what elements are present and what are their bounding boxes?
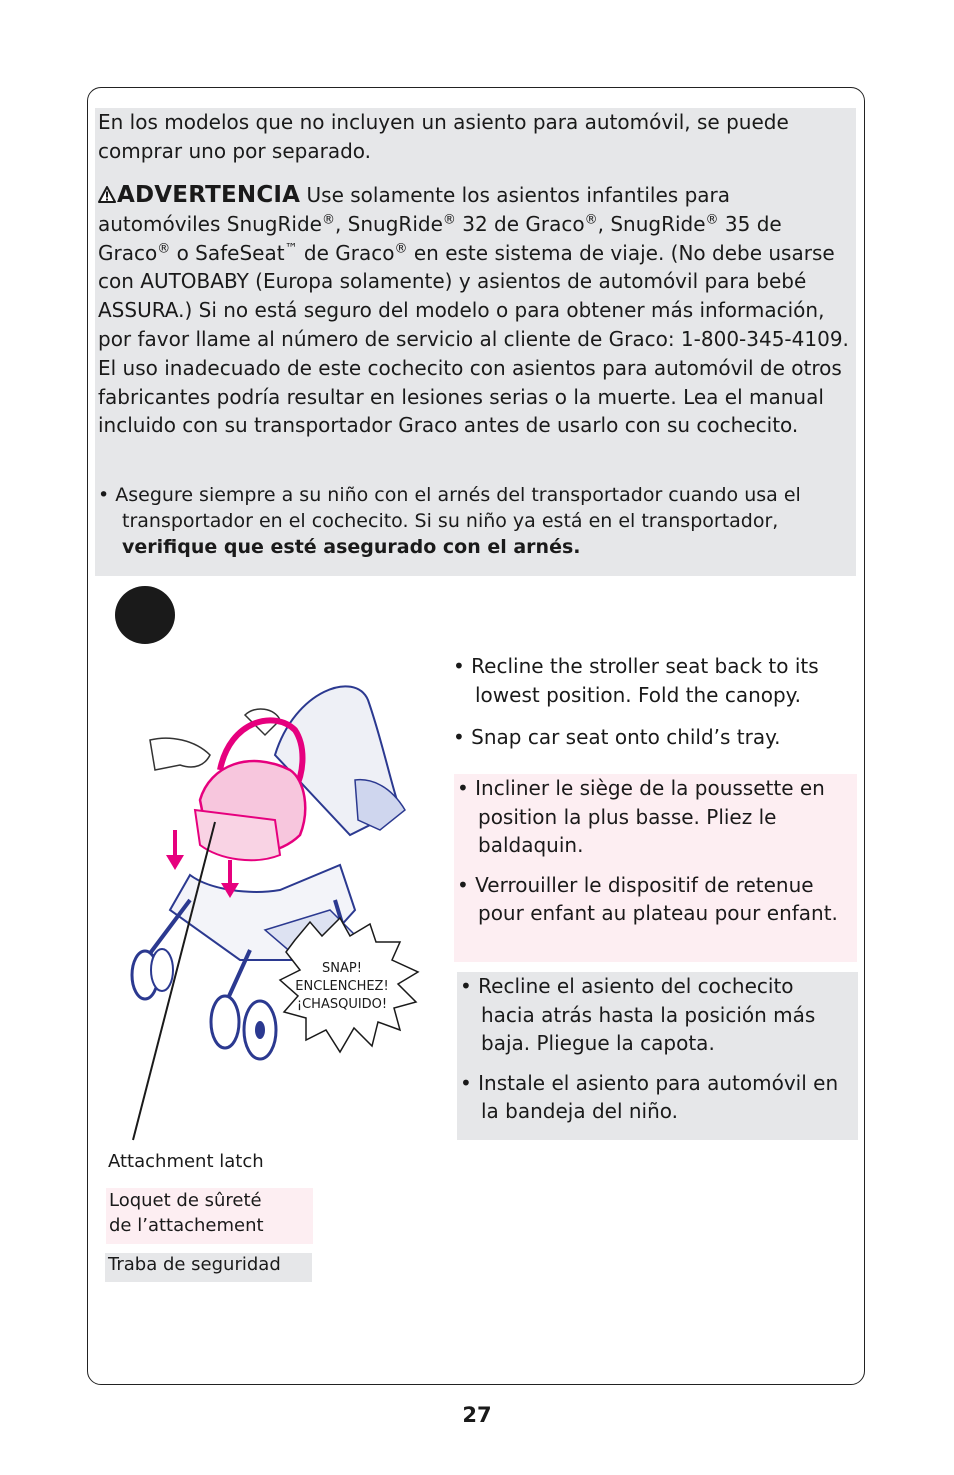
instruction-es-2: • Instale el asiento para automóvil en la bandeja del niño.: [460, 1070, 839, 1123]
warning-paragraph: [98, 181, 850, 440]
warning-triangle-icon: [98, 186, 116, 203]
latch-label-en: Attachment latch: [108, 1151, 264, 1172]
warning-label: ADVERTENCIA: [117, 182, 301, 208]
registered-mark: ®: [321, 212, 335, 228]
harness-bullet-bold: verifique que esté asegurado con el arnés.: [122, 536, 581, 558]
stroller-car-seat-illustration: [100, 660, 460, 1170]
latch-label-fr-line2: de l’attachement: [109, 1215, 264, 1236]
harness-bullet: [98, 482, 862, 560]
warning-text-2: , SnugRide: [334, 211, 443, 236]
instruction-es-1: • Recline el asiento del cochecito hacia atrás hasta la posición más baja. Pliegue la capota.: [460, 974, 816, 1055]
intro-text: En los modelos que no incluyen un asiento para automóvil, se puede comprar uno por separado.: [98, 110, 789, 163]
stroller-wheel: [211, 996, 239, 1048]
snap-text-es: ¡CHASQUIDO!: [296, 997, 388, 1012]
stroller-wheel: [255, 1021, 265, 1039]
warning-text-8: en este sistema de viaje. (No debe usarse con AUTOBABY (Europa solamente) y asientos de automóvil para bebé ASSURA.) Si no está seguro del modelo o para obtener más información, por favor llame al número de servicio al cliente de Graco: 1-800-345-4109. El uso inadecuado de este cochecito con asientos para automóvil de otros fabricantes podría resultar en lesiones serias o la muerte. Lea el manual incluido con su transportador Graco antes de usarlo con su cochecito.: [98, 240, 849, 438]
spanish-instructions-panel: [457, 972, 858, 1140]
spanish-warning-panel: [95, 108, 856, 576]
latch-label-fr-line1: Loquet de sûreté: [109, 1190, 262, 1211]
snap-text: SNAP!: [322, 961, 362, 976]
page-number: 27: [462, 1403, 492, 1427]
latch-label-es: Traba de seguridad: [105, 1253, 312, 1282]
french-instructions-panel: [454, 774, 857, 962]
warning-text-1: Use solamente los asientos infantiles para automóviles SnugRide: [98, 183, 730, 236]
harness-bullet-text: • Asegure siempre a su niño con el arnés del transportador cuando usa el transportador en el cochecito. Si su niño ya está en el transportador,: [98, 484, 801, 532]
warning-text-4: , SnugRide: [597, 211, 706, 236]
registered-mark: ®: [394, 240, 408, 256]
registered-mark: ®: [157, 240, 171, 256]
warning-text-3: 32 de Graco: [455, 211, 585, 236]
step-number-circle: [115, 586, 175, 644]
instruction-en-1: • Recline the stroller seat back to its lowest position. Fold the canopy.: [453, 654, 819, 707]
english-instructions: [453, 652, 853, 766]
registered-mark: ®: [442, 212, 456, 228]
instruction-en-2: • Snap car seat onto child’s tray.: [453, 725, 781, 749]
latch-label-fr-panel: [106, 1188, 313, 1244]
warning-text-6: o SafeSeat: [170, 240, 285, 265]
registered-mark: ®: [584, 212, 598, 228]
canopy-mesh: [355, 780, 405, 830]
instruction-fr-1: • Incliner le siège de la poussette en position la plus basse. Pliez le baldaquin.: [457, 776, 825, 857]
warning-text-7: de Graco: [297, 240, 395, 265]
warning-text-5: 35 de Graco: [98, 211, 782, 265]
snap-text-fr: ENCLENCHEZ!: [295, 979, 389, 994]
registered-mark: ®: [705, 212, 719, 228]
trademark-mark: ™: [284, 240, 298, 256]
instruction-fr-2: • Verrouiller le dispositif de retenue pour enfant au plateau pour enfant.: [457, 872, 838, 925]
stroller-wheel: [151, 949, 173, 991]
down-arrow-head: [166, 855, 184, 870]
hand: [150, 738, 210, 770]
